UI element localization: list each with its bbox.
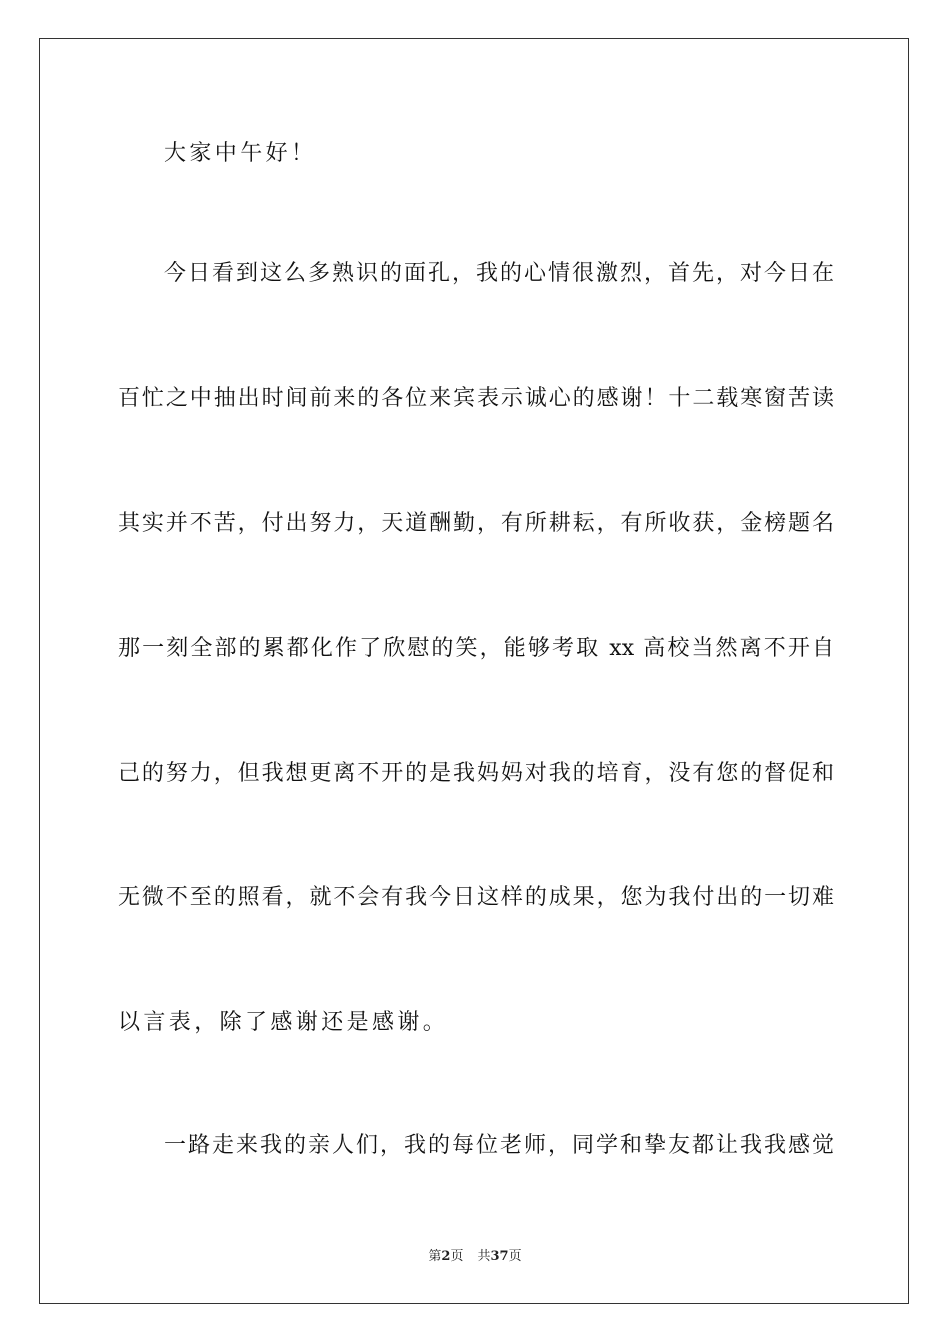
- page-label-suffix: 页: [450, 1249, 464, 1264]
- paragraph-line-greeting: 大家中午好！: [164, 141, 317, 166]
- paragraph-line: 无微不至的照看，就不会有我今日这样的成果，您为我付出的一切难: [118, 885, 834, 910]
- page-label-prefix: 第: [428, 1249, 442, 1264]
- paragraph-line: 百忙之中抽出时间前来的各位来宾表示诚心的感谢！十二载寒窗苦读: [118, 386, 834, 411]
- paragraph-line: 己的努力，但我想更离不开的是我妈妈对我的培育，没有您的督促和: [118, 761, 834, 786]
- paragraph-line: 一路走来我的亲人们，我的每位老师，同学和挚友都让我我感觉: [164, 1133, 834, 1158]
- total-label-suffix: 页: [508, 1249, 522, 1264]
- total-label-prefix: 共: [477, 1249, 491, 1264]
- page-footer: [0, 1248, 950, 1266]
- paragraph-line: 其实并不苦，付出努力，天道酬勤，有所耕耘，有所收获，金榜题名: [118, 511, 834, 536]
- paragraph-line: 今日看到这么多熟识的面孔，我的心情很激烈，首先，对今日在: [164, 261, 834, 286]
- total-pages: 37: [490, 1249, 509, 1264]
- paragraph-line: 那一刻全部的累都化作了欣慰的笑，能够考取 xx 高校当然离不开自: [118, 636, 834, 661]
- page-border: [39, 38, 909, 1304]
- paragraph-line: 以言表，除了感谢还是感谢。: [118, 1010, 449, 1035]
- page-number: 2: [441, 1249, 451, 1264]
